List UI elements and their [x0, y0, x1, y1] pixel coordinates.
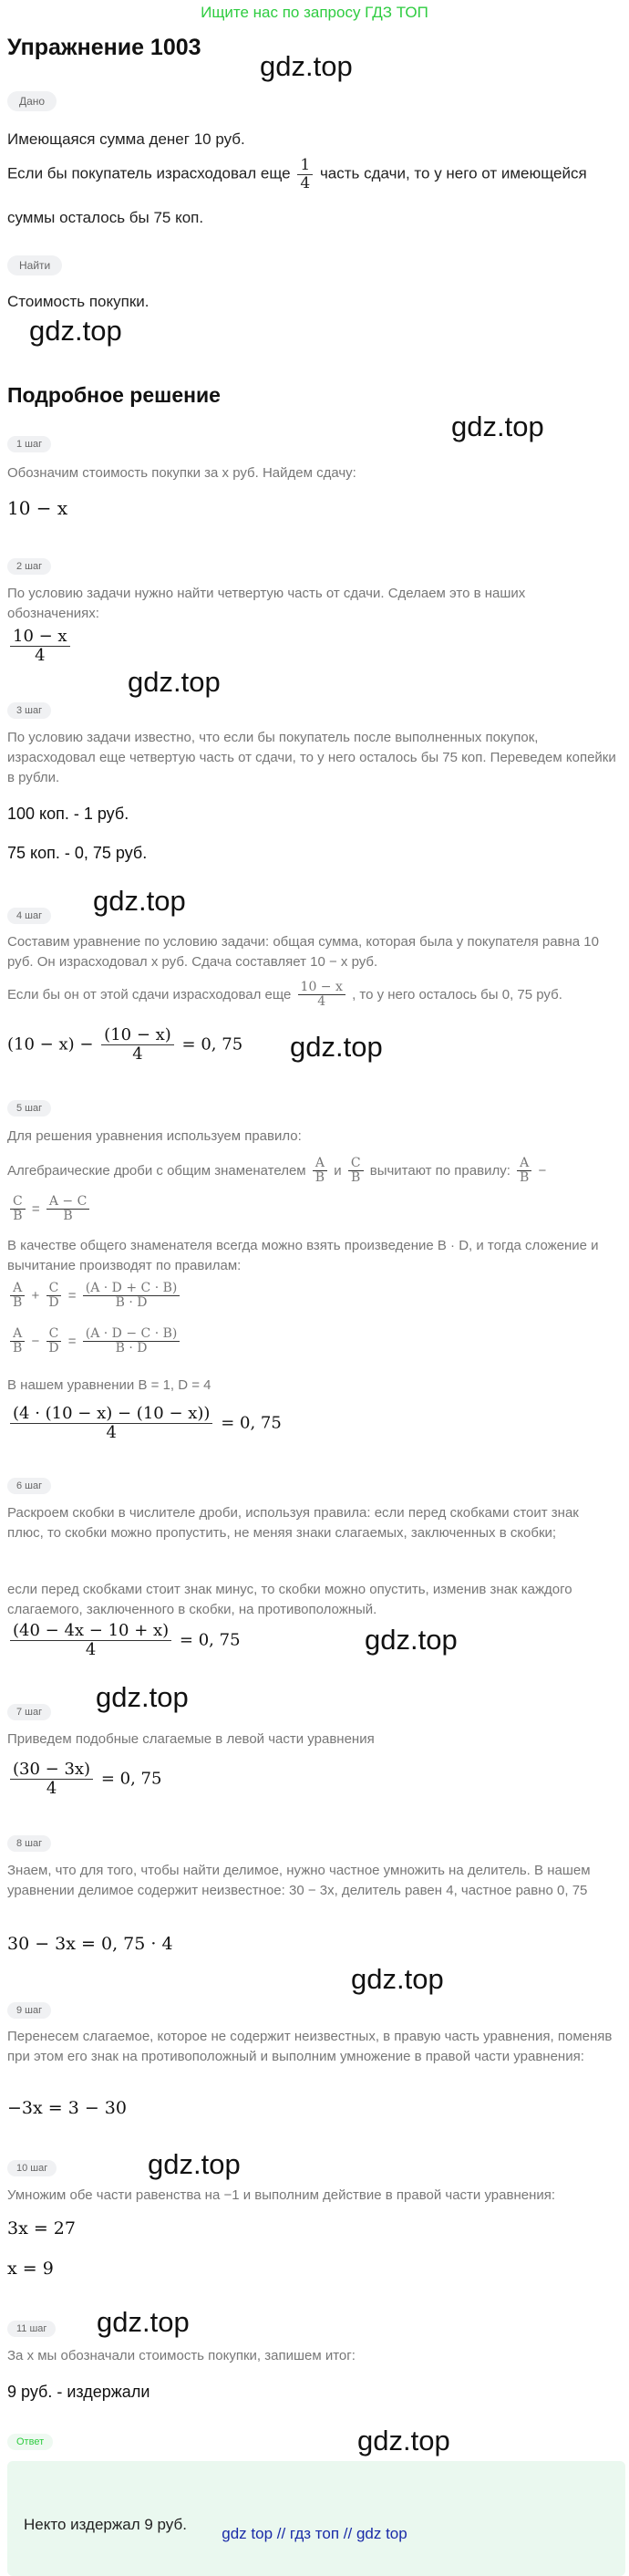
step-4-equation [7, 1026, 242, 1064]
step-11-text: За x мы обозначали стоимость покупки, запишем итог: [7, 2348, 356, 2363]
watermark: gdz.top [290, 1031, 383, 1063]
watermark: gdz.top [148, 2148, 241, 2180]
step-5-rule: $\frac{C}{B}$ = $\frac{A - C}{B}$ [7, 1195, 618, 1224]
given-line3: суммы осталось бы 75 коп. [7, 209, 204, 226]
eq-right: = 0, 75 [179, 1630, 241, 1650]
given-tag: Дано [7, 91, 57, 111]
answer-box [7, 2461, 625, 2576]
step-2-math [7, 628, 73, 665]
frac-num: 1 [297, 157, 313, 175]
eq-right: = 0, 75 [221, 1413, 282, 1433]
step-7-equation [7, 1761, 161, 1798]
given-line2b: часть сдачи, то у него от имеющейся [319, 164, 587, 182]
frac-den: 4 [132, 1044, 143, 1064]
watermark: gdz.top [93, 885, 186, 917]
step-6-tag: 6 шаг [7, 1478, 51, 1494]
given-line2a: Если бы покупатель израсходовал еще [7, 164, 291, 182]
watermark: gdz.top [29, 315, 122, 347]
step-11-math: 9 руб. - издержали [7, 2383, 150, 2401]
eq-right: = 0, 75 [181, 1034, 243, 1054]
step-5-text2: Алгебраические дроби с общим знаменателем $\frac{A}{B}$ и $\frac{C}{B}$ вычитают по правилу: $\frac{A}{B}$ − [7, 1156, 547, 1186]
watermark: gdz.top [260, 50, 353, 82]
frac-den: 4 [106, 1422, 117, 1442]
step-5-text2c: вычитают по правилу: [369, 1162, 510, 1179]
step-5-tag: 5 шаг [7, 1100, 51, 1117]
step-9-math: −3x = 3 − 30 [7, 2098, 127, 2118]
step-4-text: Составим уравнение по условию задачи: общая сумма, которая была у покупателя равна 10 руб. Он израсходовал x руб. Сдача составляет 10 − x руб. [7, 934, 599, 970]
step-5-rule-add: $\frac{A}{B}$ + $\frac{C}{D}$ = $\frac{(A \cdot D + C \cdot B)}{B \cdot D}$ [7, 1282, 618, 1311]
watermark: gdz.top [357, 2425, 450, 2457]
step-5-text2a: Алгебраические дроби с общим знаменателем [7, 1162, 306, 1179]
answer-text: Некто издержал 9 руб. [24, 2516, 187, 2533]
given-line1: Имеющаяся сумма денег 10 руб. [7, 130, 245, 148]
page-title: Упражнение 1003 [7, 35, 201, 60]
watermark: gdz.top [351, 1963, 444, 1995]
step-1-math: 10 − x [7, 497, 68, 519]
step-5-text3: В качестве общего знаменателя всегда можно взять произведение B · D, и тогда сложение и вычитание производят по правилам: [7, 1238, 599, 1273]
eq-left: (10 − x) − [7, 1034, 94, 1054]
step-6-equation [7, 1622, 241, 1659]
step-6-text1: Раскроем скобки в числителе дроби, используя правила: если перед скобками стоит знак плюс, то скобки можно пропустить, не меняя знаки слагаемых, заключенных в скобки; [7, 1505, 579, 1541]
fraction [297, 157, 313, 192]
step-4-text2 [7, 981, 618, 1010]
step-2-tag: 2 шаг [7, 558, 51, 575]
frac-num: (30 − 3x) [10, 1761, 93, 1780]
step-7-text: Приведем подобные слагаемые в левой части уравнения [7, 1731, 375, 1747]
step-10-math-2: x = 9 [7, 2259, 54, 2279]
watermark: gdz.top [96, 1681, 189, 1713]
step-5-text4: В нашем уравнении B = 1, D = 4 [7, 1377, 211, 1393]
step-5-text2b: и [334, 1162, 342, 1179]
find-text: Стоимость покупки. [7, 293, 150, 310]
step-3-text: По условию задачи известно, что если бы покупатель после выполненных покупок, израсходовал еще четвертую часть от сдачи, то у него осталось бы 75 коп. Переведем копейки в рубли. [7, 730, 616, 785]
step-4-tag: 4 шаг [7, 908, 51, 924]
top-banner[interactable]: Ищите нас по запросу ГДЗ ТОП [201, 4, 428, 21]
find-tag: Найти [7, 255, 62, 275]
frac-den: 4 [300, 173, 311, 192]
step-9-text: Перенесем слагаемое, которое не содержит неизвестных, в правую часть уравнения, поменяв при этом его знак на противоположный и выполним умножение в правой части уравнения: [7, 2029, 613, 2064]
frac-num: (40 − 4x − 10 + x) [10, 1622, 171, 1641]
footer-links[interactable]: gdz top // гдз топ // gdz top [222, 2525, 407, 2542]
frac-den: 4 [85, 1639, 97, 1659]
answer-tag: Ответ [7, 2434, 53, 2450]
watermark: gdz.top [128, 666, 221, 698]
step-8-math: 30 − 3x = 0, 75 · 4 [7, 1934, 173, 1954]
frac-num: (4 · (10 − x) − (10 − x)) [10, 1405, 212, 1424]
frac-den: 4 [35, 645, 46, 665]
step-9-tag: 9 шаг [7, 2002, 51, 2019]
solution-title: Подробное решение [7, 383, 221, 407]
frac-den: 4 [46, 1778, 57, 1798]
step-7-tag: 7 шаг [7, 1704, 51, 1720]
step-11-tag: 11 шаг [7, 2321, 56, 2337]
step-10-text: Умножим обе части равенства на −1 и выполним действие в правой части уравнения: [7, 2187, 556, 2203]
step-5-equation [7, 1405, 282, 1442]
frac-num: 10 − x [298, 981, 345, 995]
step-1-tag: 1 шаг [7, 436, 51, 452]
frac-den: 4 [317, 994, 326, 1010]
watermark: gdz.top [365, 1624, 458, 1656]
step-4-text2b: , то у него осталось бы 0, 75 руб. [352, 986, 562, 1002]
step-10-math-1: 3x = 27 [7, 2218, 76, 2238]
step-5-text1: Для решения уравнения используем правило: [7, 1128, 302, 1144]
step-1-text: Обозначим стоимость покупки за x руб. Найдем сдачу: [7, 465, 356, 481]
eq-right: = 0, 75 [100, 1769, 162, 1789]
step-3-tag: 3 шаг [7, 702, 51, 719]
watermark: gdz.top [451, 410, 544, 442]
step-3-math-2: 75 коп. - 0, 75 руб. [7, 844, 148, 862]
step-4-text2a: Если бы он от этой сдачи израсходовал еще [7, 986, 292, 1002]
step-8-text: Знаем, что для того, чтобы найти делимое, нужно частное умножить на делитель. В нашем уравнении делимое содержит неизвестное: 30 − 3x, делитель равен 4, частное равно 0, 75 [7, 1863, 591, 1898]
step-6-text2: если перед скобками стоит знак минус, то скобки можно опустить, изменив знак каждого слагаемого, заключенного в скобки, на противоположный. [7, 1582, 572, 1617]
frac-num: 10 − x [10, 628, 70, 647]
step-3-math-1: 100 коп. - 1 руб. [7, 805, 129, 823]
step-5-rule-sub: $\frac{A}{B}$ − $\frac{C}{D}$ = $\frac{(A \cdot D - C \cdot B)}{B \cdot D}$ [7, 1327, 618, 1356]
step-8-tag: 8 шаг [7, 1835, 51, 1852]
step-2-text: По условию задачи нужно найти четвертую часть от сдачи. Сделаем это в наших обозначениях: [7, 586, 526, 621]
frac-num: (10 − x) [101, 1026, 174, 1045]
watermark: gdz.top [97, 2306, 190, 2338]
step-10-tag: 10 шаг [7, 2160, 57, 2176]
given-line2 [7, 157, 618, 192]
